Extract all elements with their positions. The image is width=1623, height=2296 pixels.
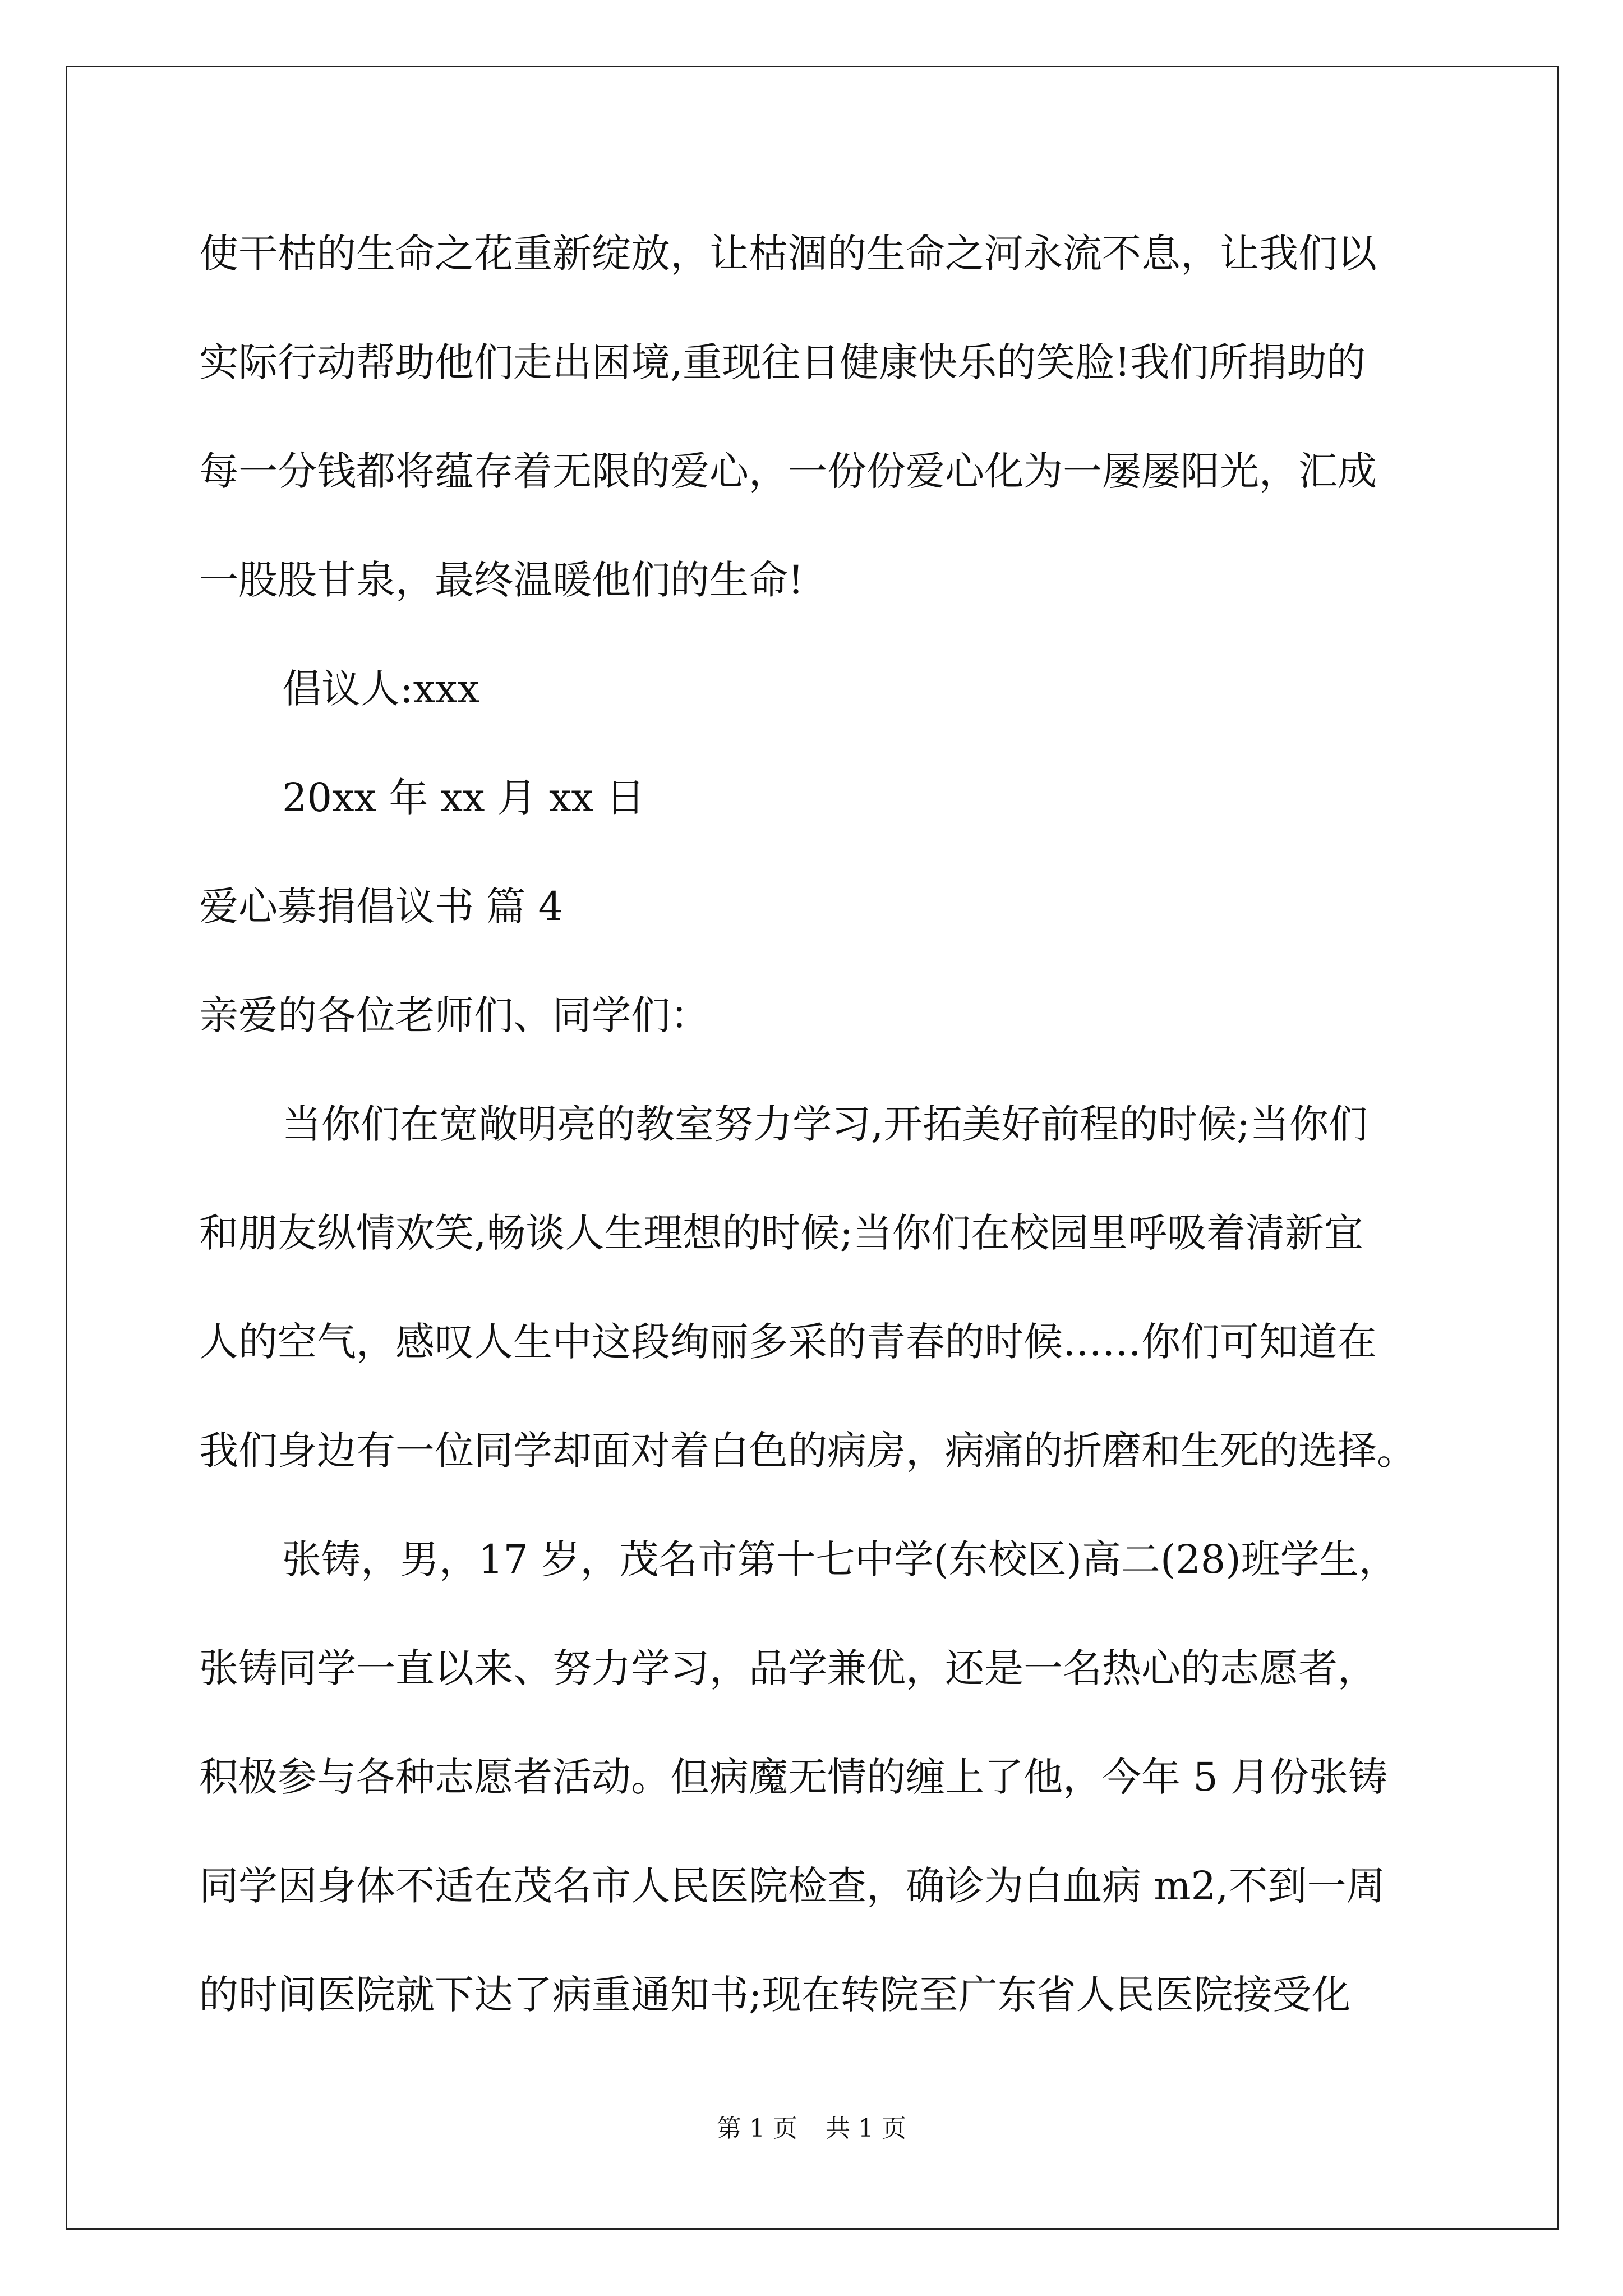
page-footer (0, 2112, 1623, 2146)
signature-line: 倡议人:xxx (282, 666, 480, 712)
text-line: 张铸，男，17 岁，茂名市第十七中学(东校区)高二(28)班学生， (282, 1536, 1398, 1582)
date-line: 20xx 年 xx 月 xx 日 (282, 775, 645, 821)
text-line: 张铸同学一直以来、努力学习，品学兼优，还是一名热心的志愿者， (199, 1645, 1377, 1691)
salutation: 亲爱的各位老师们、同学们： (199, 992, 709, 1038)
text-line: 实际行动帮助他们走出困境,重现往日健康快乐的笑脸!我们所捐助的 (199, 339, 1366, 385)
text-line: 使干枯的生命之花重新绽放，让枯涸的生命之河永流不息，让我们以 (199, 231, 1377, 277)
page-total: 共 1 页 (826, 2114, 906, 2143)
text-line: 一股股甘泉，最终温暖他们的生命! (199, 557, 804, 603)
text-line: 和朋友纵情欢笑,畅谈人生理想的时候;当你们在校园里呼吸着清新宜 (199, 1210, 1363, 1256)
text-line: 每一分钱都将蕴存着无限的爱心，一份份爱心化为一屡屡阳光，汇成 (199, 448, 1377, 494)
text-line: 人的空气，感叹人生中这段绚丽多采的青春的时候……你们可知道在 (199, 1319, 1377, 1365)
text-line: 同学因身体不适在茂名市人民医院检查，确诊为白血病 m2,不到一周 (199, 1863, 1386, 1909)
text-line: 的时间医院就下达了病重通知书;现在转院至广东省人民医院接受化 (199, 1972, 1351, 2018)
text-line: 当你们在宽敞明亮的教室努力学习,开拓美好前程的时候;当你们 (282, 1101, 1368, 1147)
section-title: 爱心募捐倡议书 篇 4 (199, 884, 564, 930)
text-line: 我们身边有一位同学却面对着白色的病房，病痛的折磨和生死的选择。 (199, 1428, 1416, 1474)
document-body (199, 199, 1433, 2049)
page-number: 第 1 页 (717, 2114, 797, 2143)
text-line: 积极参与各种志愿者活动。但病魔无情的缠上了他，今年 5 月份张铸 (199, 1754, 1388, 1800)
